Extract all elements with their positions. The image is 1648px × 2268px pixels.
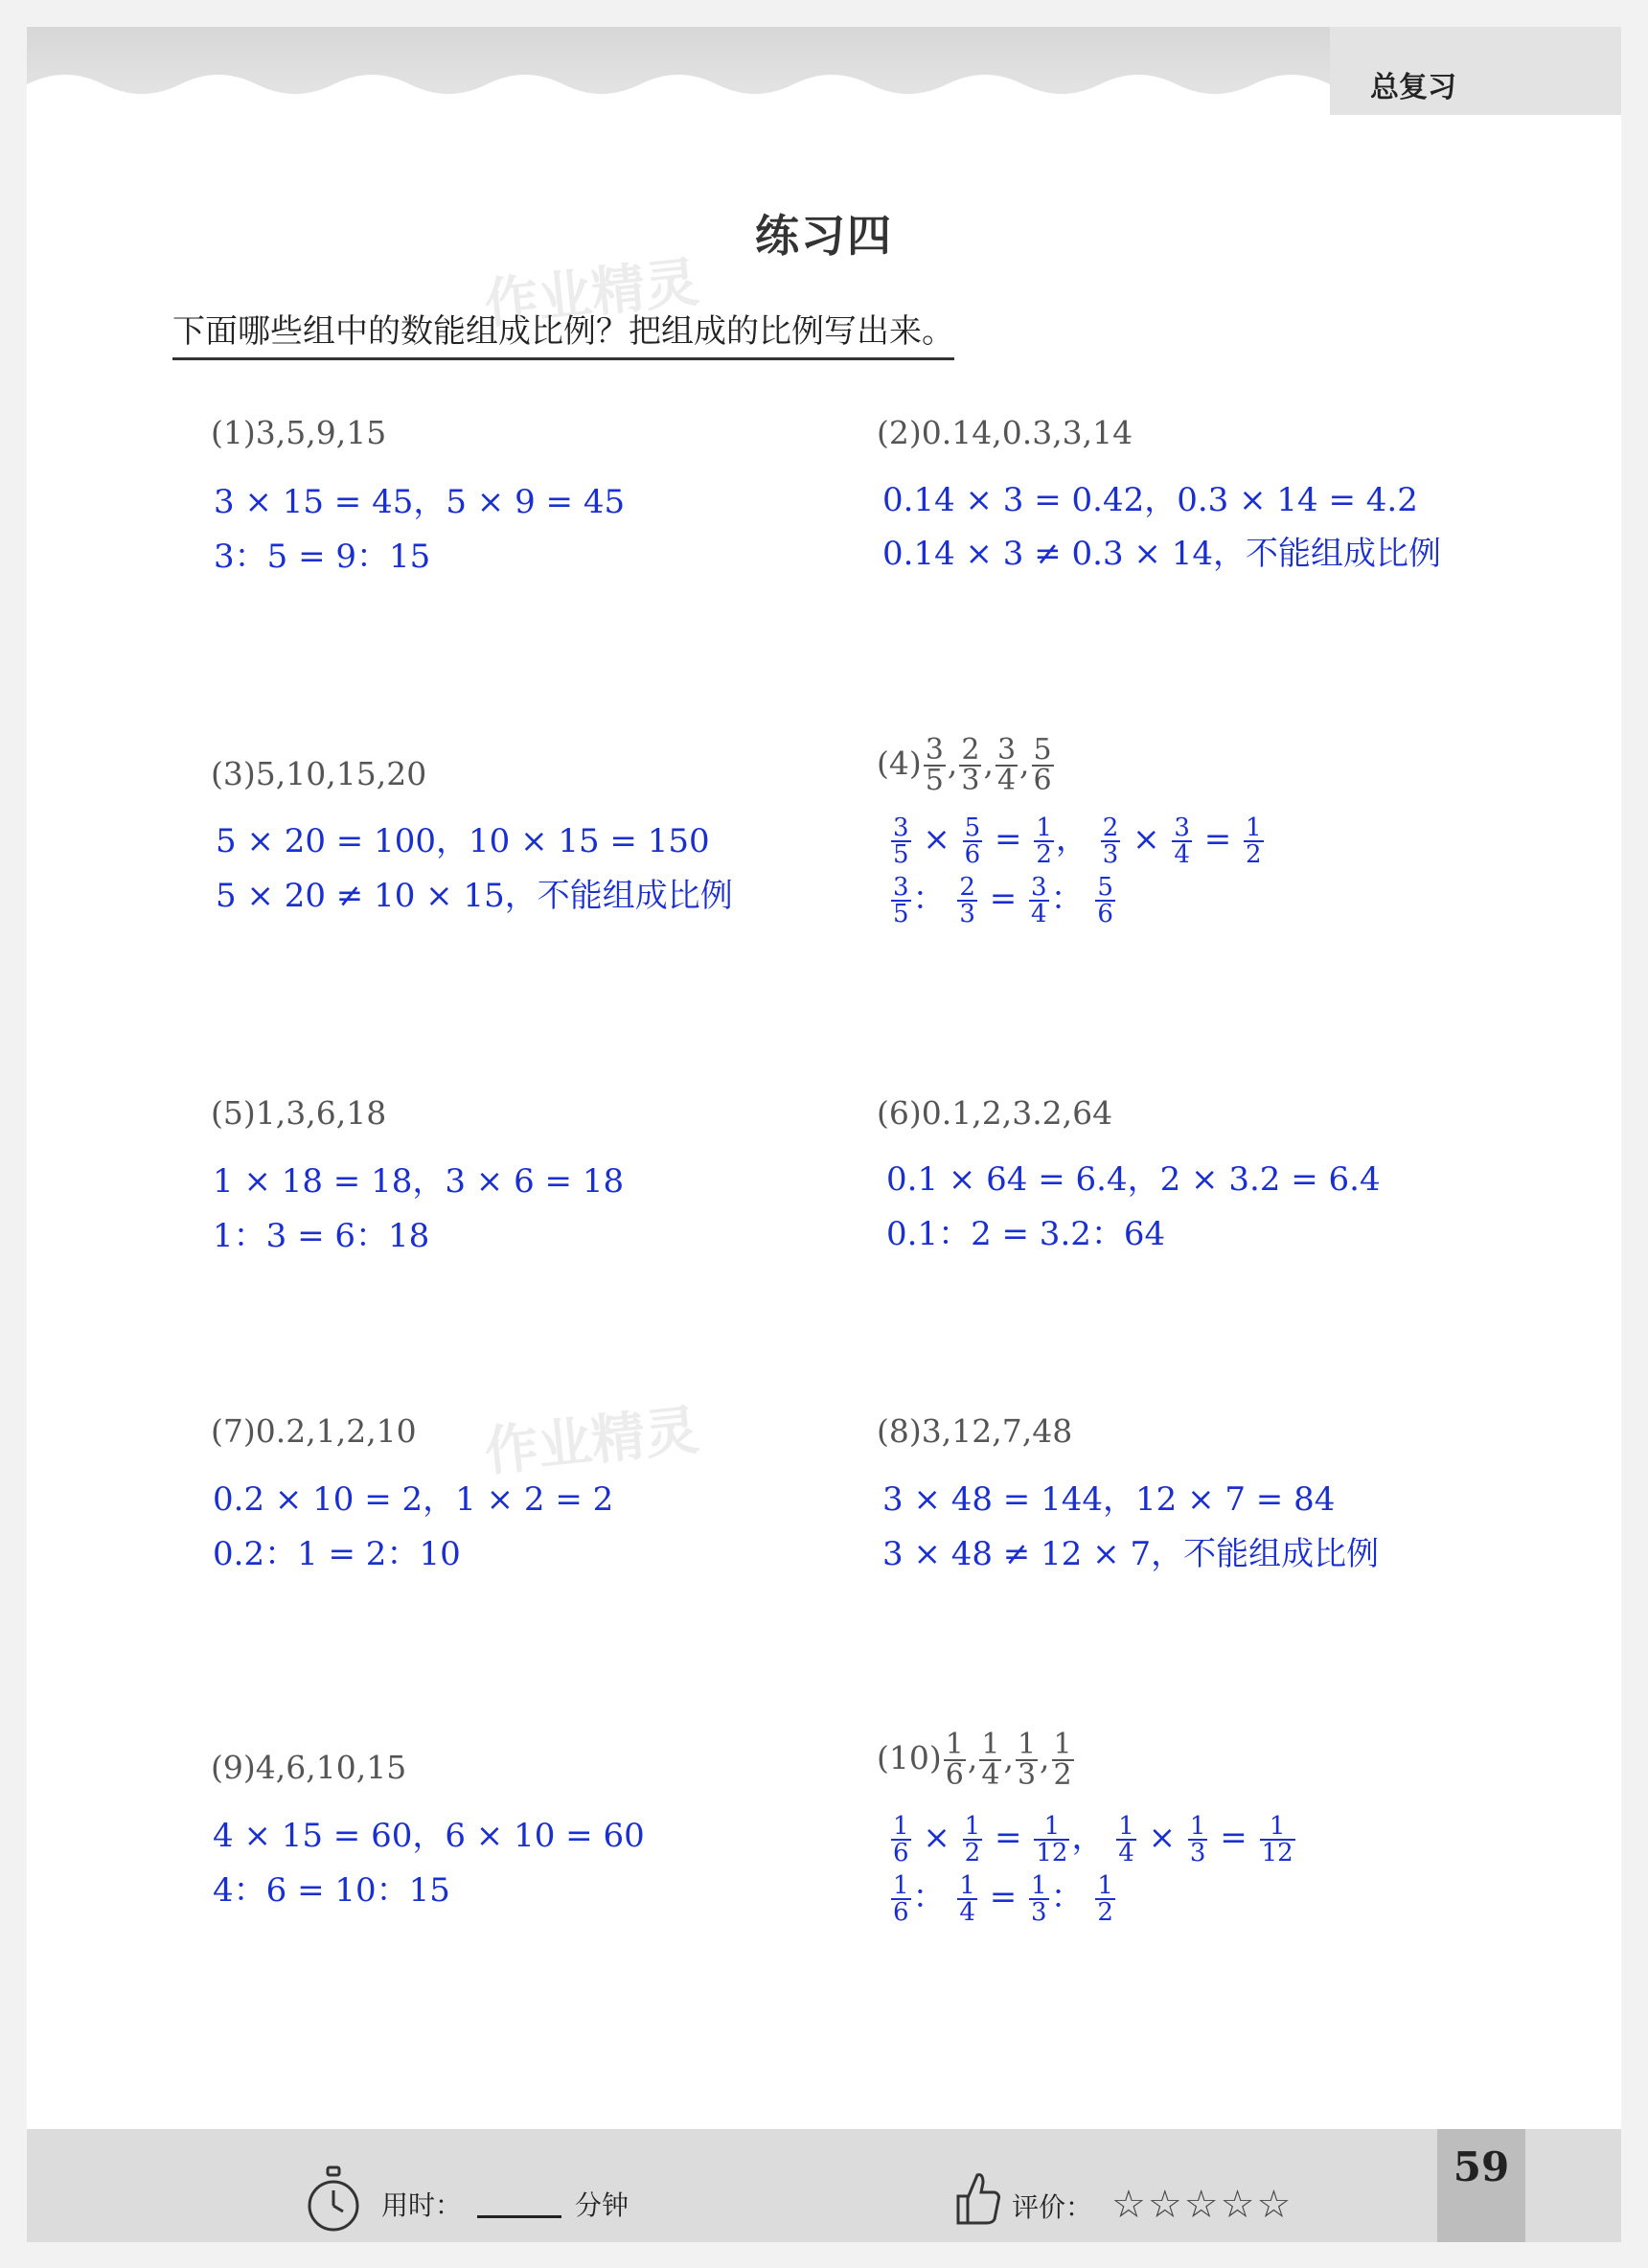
problem-label: (9)4,6,10,15 [211,1749,407,1786]
answer-line: 4 × 15 = 60，6 × 10 = 60 [213,1817,645,1855]
answer-line: 0.14 × 3 = 0.42，0.3 × 14 = 4.2 [882,481,1418,519]
page-title: 练习四 [755,210,893,262]
answer-line: 0.14 × 3 ≠ 0.3 × 14，不能组成比例 [882,535,1441,573]
thumbs-up-icon [950,2167,1004,2233]
page-number: 59 [1437,2129,1525,2242]
answer-line: 0.2 × 10 = 2，1 × 2 = 2 [213,1480,614,1519]
rating-stars: ☆☆☆☆☆ [1111,2183,1293,2227]
answer-line: 5 × 20 = 100，10 × 15 = 150 [216,822,710,860]
answer-line: 1 × 18 = 18，3 × 6 = 18 [213,1162,625,1201]
rating-label: 评价： [1012,2191,1093,2223]
answer-line: 4：6 = 10：15 [213,1871,450,1910]
footer-band [27,2129,1621,2242]
watermark: 作业精灵 [481,251,702,336]
problem-label-fractions: (4) $\frac{3}{5}$ , $\frac{2}{3}$ , $\frac{3}{4}$ , $\frac{5}{6}$ [877,733,1052,797]
problem-label: (6)0.1,2,3.2,64 [877,1094,1113,1132]
answer-line: 0.2：1 = 2：10 [213,1535,461,1573]
answer-line-fractions: $\frac{3}{5}$ × $\frac{5}{6}$ = $\frac{1}{2}$ ， $\frac{2}{3}$ × $\frac{3}{4}$ = $\frac{1}{2}$ [893,813,1262,869]
problem-label: (1)3,5,9,15 [211,414,387,451]
answer-line-fractions: $\frac{1}{6}$ ： $\frac{1}{4}$ = $\frac{1}{3}$ ： $\frac{1}{2}$ [893,1871,1113,1927]
problem-label-fractions: (10) $\frac{1}{6}$ , $\frac{1}{4}$ , $\frac{1}{3}$ , $\frac{1}{2}$ [877,1728,1072,1792]
answer-line: 3 × 48 ≠ 12 × 7，不能组成比例 [882,1535,1380,1573]
time-label: 用时： [381,2189,463,2221]
answer-line: 3：5 = 9：15 [214,538,431,576]
answer-line: 3 × 48 = 144，12 × 7 = 84 [882,1480,1336,1519]
answer-line-fractions: $\frac{3}{5}$ ： $\frac{2}{3}$ = $\frac{3}{4}$ ： $\frac{5}{6}$ [893,873,1113,928]
answer-line: 3 × 15 = 45，5 × 9 = 45 [214,483,626,521]
answer-line: 1：3 = 6：18 [213,1217,430,1255]
answer-line-fractions: $\frac{1}{6}$ × $\frac{1}{2}$ = $\frac{1}{12}$ ， $\frac{1}{4}$ × $\frac{1}{3}$ = $\frac{1}{12}$ [893,1812,1293,1867]
answer-line: 5 × 20 ≠ 10 × 15，不能组成比例 [216,877,733,915]
problem-label: (2)0.14,0.3,3,14 [877,414,1133,451]
answer-line: 0.1：2 = 3.2：64 [886,1215,1166,1253]
problem-label: (3)5,10,15,20 [211,755,427,792]
section-tag: 总复习 [1370,71,1456,104]
instruction: 下面哪些组中的数能组成比例？把组成的比例写出来。 [172,305,954,360]
time-blank [477,2215,561,2218]
answer-line: 0.1 × 64 = 6.4，2 × 3.2 = 6.4 [886,1160,1381,1199]
watermark: 作业精灵 [481,1399,702,1484]
problem-label: (5)1,3,6,18 [211,1094,387,1132]
problem-label: (7)0.2,1,2,10 [211,1412,417,1450]
problem-label: (8)3,12,7,48 [877,1412,1073,1450]
time-unit: 分钟 [575,2189,629,2221]
stopwatch-icon [305,2165,362,2238]
